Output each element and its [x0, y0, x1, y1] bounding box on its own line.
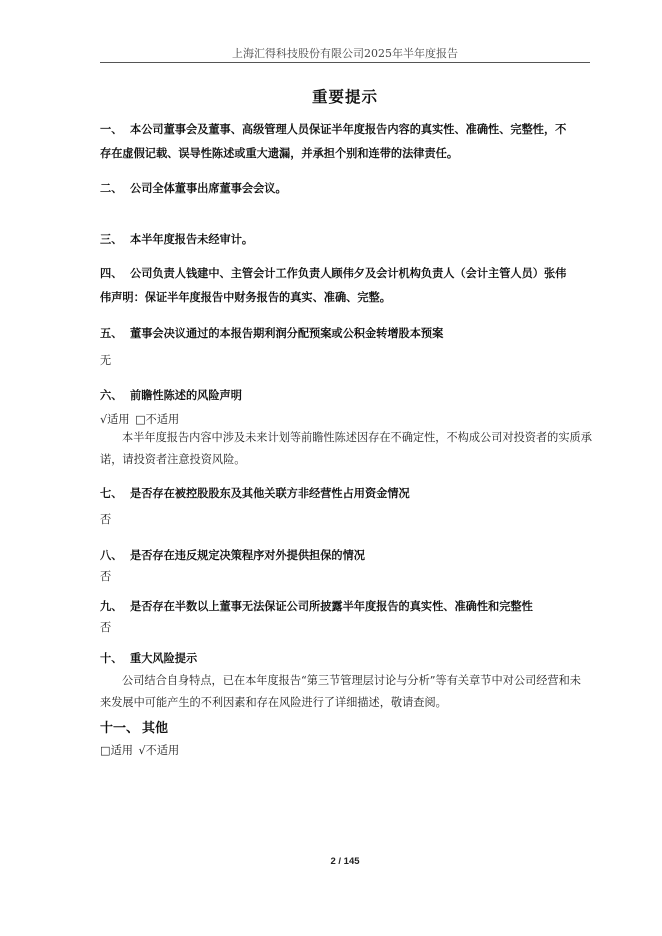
not-applicable-checked: √不适用	[138, 744, 180, 757]
section-1	[100, 117, 592, 165]
section-answer: 否	[100, 570, 112, 583]
section-number: 四、	[100, 266, 123, 280]
section-answer: 否	[100, 621, 112, 634]
section-answer: 否	[100, 513, 112, 526]
not-applicable-unchecked: □不适用	[135, 413, 180, 426]
section-text-cont: 存在虚假记载、误导性陈述或重大遗漏，并承担个别和连带的法律责任。	[100, 146, 459, 160]
page-number: 2 / 145	[330, 856, 360, 867]
section-number: 十、	[100, 651, 123, 665]
section-2	[100, 180, 592, 196]
section-text: 前瞻性陈述的风险声明	[130, 388, 242, 402]
section-answer: 无	[100, 354, 112, 367]
section-number: 三、	[100, 232, 123, 246]
section-number: 六、	[100, 388, 123, 402]
section-text: 其他	[142, 721, 169, 736]
section-7	[100, 485, 592, 530]
applicability-row	[100, 411, 592, 427]
page-title: 重要提示	[311, 87, 378, 106]
section-text-cont: 伟声明：保证半年度报告中财务报告的真实、准确、完整。	[100, 290, 391, 304]
section-number: 十一、	[100, 721, 140, 736]
section-number: 七、	[100, 486, 123, 500]
section-paragraph: 本半年度报告内容中涉及未来计划等前瞻性陈述因存在不确定性，不构成公司对投资者的实质承诺，请投资者注意投资风险。	[100, 431, 592, 466]
section-number: 一、	[100, 122, 123, 136]
section-text: 公司负责人钱建中、主管会计工作负责人顾伟夕及会计机构负责人（会计主管人员）张伟	[130, 266, 567, 280]
section-text: 本公司董事会及董事、高级管理人员保证半年度报告内容的真实性、准确性、完整性，不	[130, 122, 567, 136]
section-text: 董事会决议通过的本报告期利润分配预案或公积金转增股本预案	[130, 326, 444, 340]
applicable-unchecked: □适用	[100, 744, 133, 757]
section-text: 是否存在半数以上董事无法保证公司所披露半年度报告的真实性、准确性和完整性	[130, 599, 533, 613]
section-10	[100, 650, 592, 714]
section-6	[100, 387, 592, 471]
section-text: 是否存在违反规定决策程序对外提供担保的情况	[130, 548, 365, 562]
applicability-row	[100, 742, 592, 758]
section-5	[100, 325, 592, 371]
page-header: 上海汇得科技股份有限公司2025年半年度报告	[232, 47, 458, 60]
section-text: 公司全体董事出席董事会会议。	[130, 181, 287, 195]
section-11	[100, 717, 592, 758]
section-4	[100, 261, 592, 309]
section-number: 五、	[100, 326, 123, 340]
section-text: 本半年度报告未经审计。	[130, 232, 254, 246]
section-8	[100, 547, 592, 587]
section-paragraph: 公司结合自身特点，已在本年度报告“第三节管理层讨论与分析”等有关章节中对公司经营和未来发展中可能产生的不利因素和存在风险进行了详细描述，敬请查阅。	[100, 674, 581, 709]
section-9	[100, 598, 592, 638]
section-number: 八、	[100, 548, 123, 562]
section-3	[100, 231, 592, 247]
section-text: 重大风险提示	[130, 651, 198, 665]
header-rule	[100, 62, 590, 63]
section-number: 九、	[100, 599, 123, 613]
applicable-checked: √适用	[100, 413, 130, 426]
section-text: 是否存在被控股股东及其他关联方非经营性占用资金情况	[130, 486, 410, 500]
section-number: 二、	[100, 181, 123, 195]
